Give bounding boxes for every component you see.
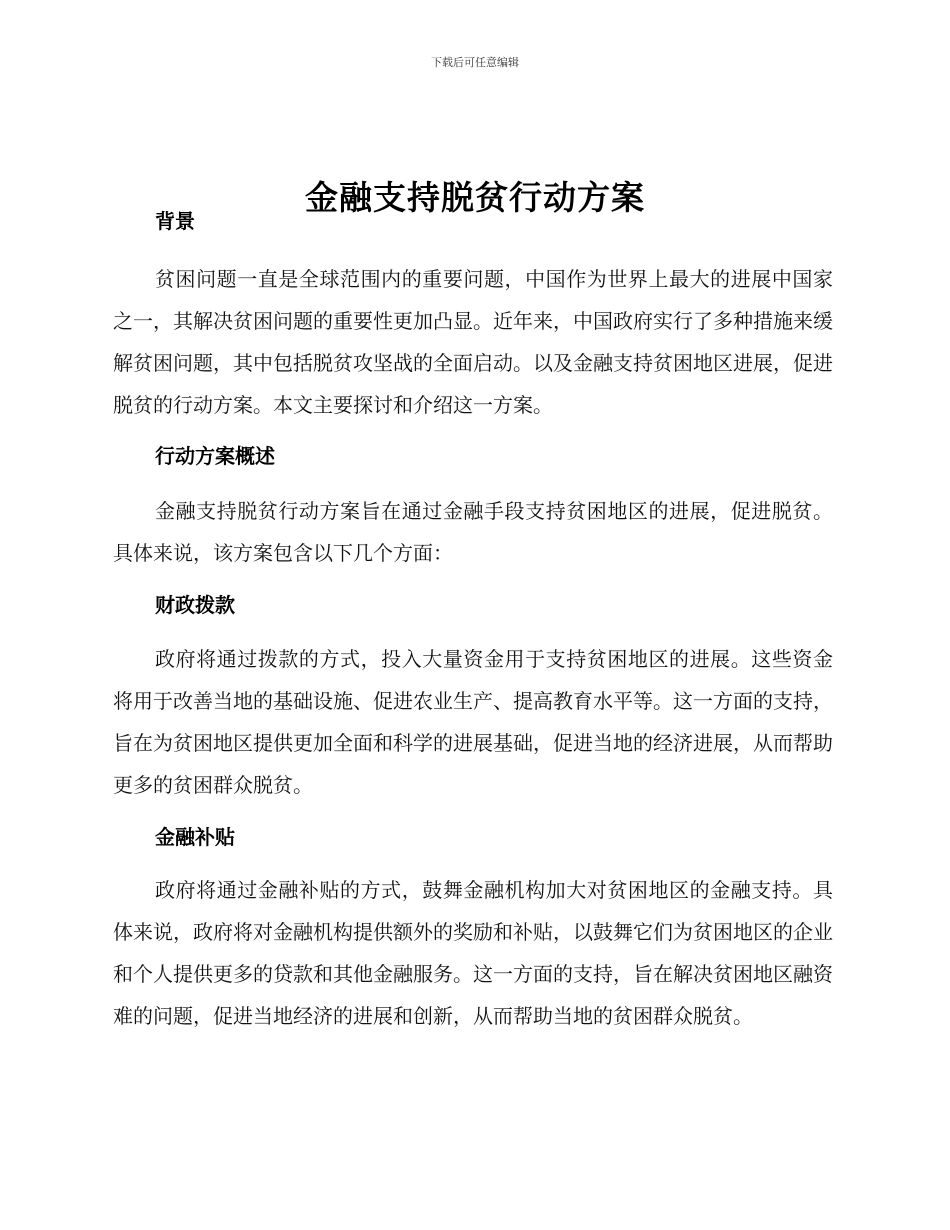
section-heading-fiscal-allocation: 财政拨款 [155, 593, 235, 617]
header-note: 下载后可任意编辑 [431, 56, 519, 69]
section-paragraph-overview: 金融支持脱贫行动方案旨在通过金融手段支持贫困地区的进展，促进脱贫。具体来说，该方案包含以下几个方面： [113, 499, 833, 565]
section-paragraph-background: 贫困问题一直是全球范围内的重要问题，中国作为世界上最大的进展中国家之一，其解决贫困问题的重要性更加凸显。近年来，中国政府实行了多种措施来缓解贫困问题，其中包括脱贫攻坚战的全面启动。以及金融支持贫困地区进展，促进脱贫的行动方案。本文主要探讨和介绍这一方案。 [113, 267, 833, 417]
section-heading-overview: 行动方案概述 [155, 444, 275, 468]
section-heading-financial-subsidy: 金融补贴 [155, 825, 235, 849]
document-body [113, 204, 833, 1037]
section-paragraph-fiscal-allocation: 政府将通过拨款的方式，投入大量资金用于支持贫困地区的进展。这些资金将用于改善当地的基础设施、促进农业生产、提高教育水平等。这一方面的支持，旨在为贫困地区提供更加全面和科学的进展基础，促进当地的经济进展，从而帮助更多的贫困群众脱贫。 [113, 647, 833, 797]
document-title: 金融支持脱贫行动方案 [305, 178, 645, 218]
section-heading-background: 背景 [155, 209, 195, 233]
section-paragraph-financial-subsidy: 政府将通过金融补贴的方式，鼓舞金融机构加大对贫困地区的金融支持。具体来说，政府将对金融机构提供额外的奖励和补贴，以鼓舞它们为贫困地区的企业和个人提供更多的贷款和其他金融服务。这一方面的支持，旨在解决贫困地区融资难的问题，促进当地经济的进展和创新，从而帮助当地的贫困群众脱贫。 [113, 878, 833, 1028]
